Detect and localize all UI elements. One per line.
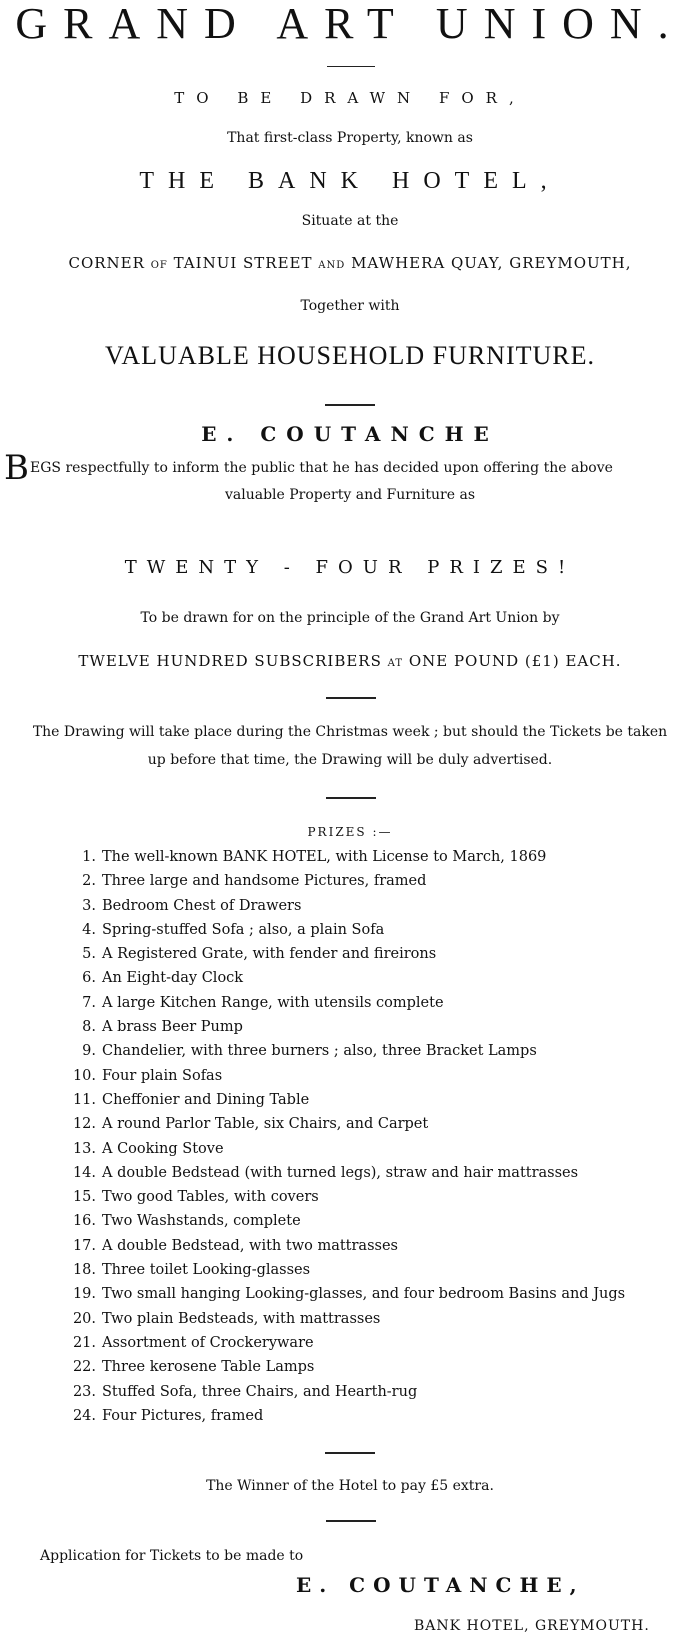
prize-number: 4. <box>82 921 96 938</box>
prize-number: 16. <box>72 1213 96 1230</box>
prize-item <box>0 1209 700 1233</box>
begs-line-2: valuable Property and Furniture as <box>224 487 476 503</box>
prize-description: Cheffonier and Dining Table <box>102 1091 310 1108</box>
subscribers-count: TWELVE HUNDRED SUBSCRIBERS <box>78 652 382 670</box>
drawing-line-2: up before that time, the Drawing will be duly advertised. <box>147 752 553 768</box>
prize-number: 1. <box>82 849 96 865</box>
prize-number: 17. <box>72 1237 96 1254</box>
to-be-drawn-line: TO BE DRAWN FOR, <box>174 89 526 107</box>
subscribers-price: ONE POUND (£1) EACH. <box>408 652 622 670</box>
prize-item <box>0 942 700 966</box>
prize-item <box>0 1258 700 1282</box>
begs-line-1: EGS respectfully to inform the public that he has decided upon offering the above <box>30 460 613 476</box>
prize-item <box>0 1331 700 1355</box>
prize-description: Stuffed Sofa, three Chairs, and Hearth-rug <box>102 1383 418 1400</box>
prize-description: An Eight-day Clock <box>102 970 244 987</box>
drop-cap: B <box>4 448 29 488</box>
prize-description: A double Bedstead (with turned legs), straw and hair mattrasses <box>102 1164 579 1181</box>
prize-description: Two plain Bedsteads, with mattrasses <box>102 1310 381 1327</box>
prize-number: 2. <box>82 873 96 890</box>
prize-description: A double Bedstead, with two mattrasses <box>102 1237 398 1254</box>
prize-description: Two small hanging Looking-glasses, and four bedroom Basins and Jugs <box>102 1286 626 1303</box>
divider-2 <box>326 697 376 699</box>
prize-item <box>0 1112 700 1136</box>
application-line: Application for Tickets to be made to <box>40 1548 304 1564</box>
prize-item <box>0 918 700 942</box>
prize-item <box>0 1380 700 1404</box>
signature-address: BANK HOTEL, GREYMOUTH. <box>414 1618 650 1634</box>
prizes-count-heading: TWENTY - FOUR PRIZES! <box>124 557 576 578</box>
prize-item <box>0 845 700 869</box>
prize-item <box>0 966 700 990</box>
prize-item <box>0 1355 700 1379</box>
prize-item <box>0 1307 700 1331</box>
prize-description: A large Kitchen Range, with utensils complete <box>102 994 444 1011</box>
principle-line: To be drawn for on the principle of the Grand Art Union by <box>140 610 560 626</box>
prize-number: 5. <box>82 946 96 963</box>
prize-description: Four Pictures, framed <box>102 1407 264 1424</box>
prize-number: 14. <box>72 1164 96 1181</box>
advertiser-name: E. COUTANCHE <box>201 422 499 446</box>
prize-description: Bedroom Chest of Drawers <box>102 897 302 914</box>
prize-description: Three large and handsome Pictures, framed <box>102 873 427 890</box>
prize-number: 21. <box>72 1334 96 1351</box>
prize-number: 7. <box>82 994 96 1011</box>
prize-description: A Registered Grate, with fender and fireirons <box>102 946 437 963</box>
prize-description: Four plain Sofas <box>102 1067 223 1084</box>
subscribers-line <box>0 652 700 670</box>
prize-number: 8. <box>82 1019 96 1036</box>
prize-item <box>0 894 700 918</box>
prize-number: 15. <box>72 1189 96 1206</box>
prize-item <box>0 1282 700 1306</box>
prize-number: 19. <box>72 1286 96 1303</box>
prize-number: 10. <box>72 1067 96 1084</box>
address-of: OF <box>150 260 168 271</box>
prize-number: 9. <box>82 1043 96 1060</box>
title-divider <box>327 66 375 67</box>
prize-item <box>0 991 700 1015</box>
together-line: Together with <box>300 298 400 314</box>
divider-1 <box>325 404 375 406</box>
prize-description: Three kerosene Table Lamps <box>102 1359 315 1376</box>
divider-4 <box>325 1452 375 1454</box>
advert-title: GRAND ART UNION. <box>15 0 685 48</box>
prize-description: Spring-stuffed Sofa ; also, a plain Sofa <box>102 921 385 938</box>
prize-number: 18. <box>72 1262 96 1279</box>
divider-3 <box>326 797 376 799</box>
prize-description: Assortment of Crockeryware <box>102 1334 314 1351</box>
prize-item <box>0 1015 700 1039</box>
prize-number: 22. <box>72 1359 96 1376</box>
prize-item <box>0 1185 700 1209</box>
prize-item <box>0 1088 700 1112</box>
address-and: AND <box>318 260 346 271</box>
signature-name: E. COUTANCHE, <box>296 1573 585 1597</box>
prize-list <box>0 845 700 1428</box>
prize-description: Chandelier, with three burners ; also, three Bracket Lamps <box>102 1043 537 1060</box>
subscribers-at: AT <box>387 658 404 669</box>
situate-line: Situate at the <box>301 213 399 229</box>
begs-paragraph <box>4 448 696 488</box>
prize-description: A round Parlor Table, six Chairs, and Carpet <box>102 1116 429 1133</box>
prize-item <box>0 869 700 893</box>
prize-item <box>0 1161 700 1185</box>
prize-number: 12. <box>72 1116 96 1133</box>
prize-description: Three toilet Looking-glasses <box>102 1262 311 1279</box>
drawing-line-1: The Drawing will take place during the Christmas week ; but should the Tickets be taken <box>32 724 668 740</box>
prize-number: 13. <box>72 1140 96 1157</box>
prize-number: 23. <box>72 1383 96 1400</box>
prize-description: A Cooking Stove <box>102 1140 224 1157</box>
prize-item <box>0 1137 700 1161</box>
prize-item <box>0 1404 700 1428</box>
prize-item <box>0 1064 700 1088</box>
prize-number: 11. <box>72 1091 96 1108</box>
property-known-line: That first-class Property, known as <box>227 130 473 146</box>
prize-description: The well-known BANK HOTEL, with License to March, 1869 <box>102 849 547 865</box>
prize-description: Two good Tables, with covers <box>102 1189 319 1206</box>
hotel-name: THE BANK HOTEL, <box>139 168 561 194</box>
prize-item <box>0 1234 700 1258</box>
address-street: TAINUI STREET <box>173 254 313 272</box>
hotel-address <box>0 254 700 272</box>
prize-number: 20. <box>72 1310 96 1327</box>
prizes-heading: PRIZES :— <box>307 825 393 839</box>
prize-description: Two Washstands, complete <box>102 1213 301 1230</box>
address-corner: CORNER <box>68 254 145 272</box>
prize-number: 3. <box>82 897 96 914</box>
prize-item <box>0 1039 700 1063</box>
prize-number: 6. <box>82 970 96 987</box>
address-quay: MAWHERA QUAY, GREYMOUTH, <box>351 254 632 272</box>
furniture-heading: VALUABLE HOUSEHOLD FURNITURE. <box>104 341 596 370</box>
prize-number: 24. <box>72 1407 96 1424</box>
winner-note: The Winner of the Hotel to pay £5 extra. <box>206 1478 494 1494</box>
prize-description: A brass Beer Pump <box>102 1019 243 1036</box>
divider-5 <box>326 1520 376 1522</box>
